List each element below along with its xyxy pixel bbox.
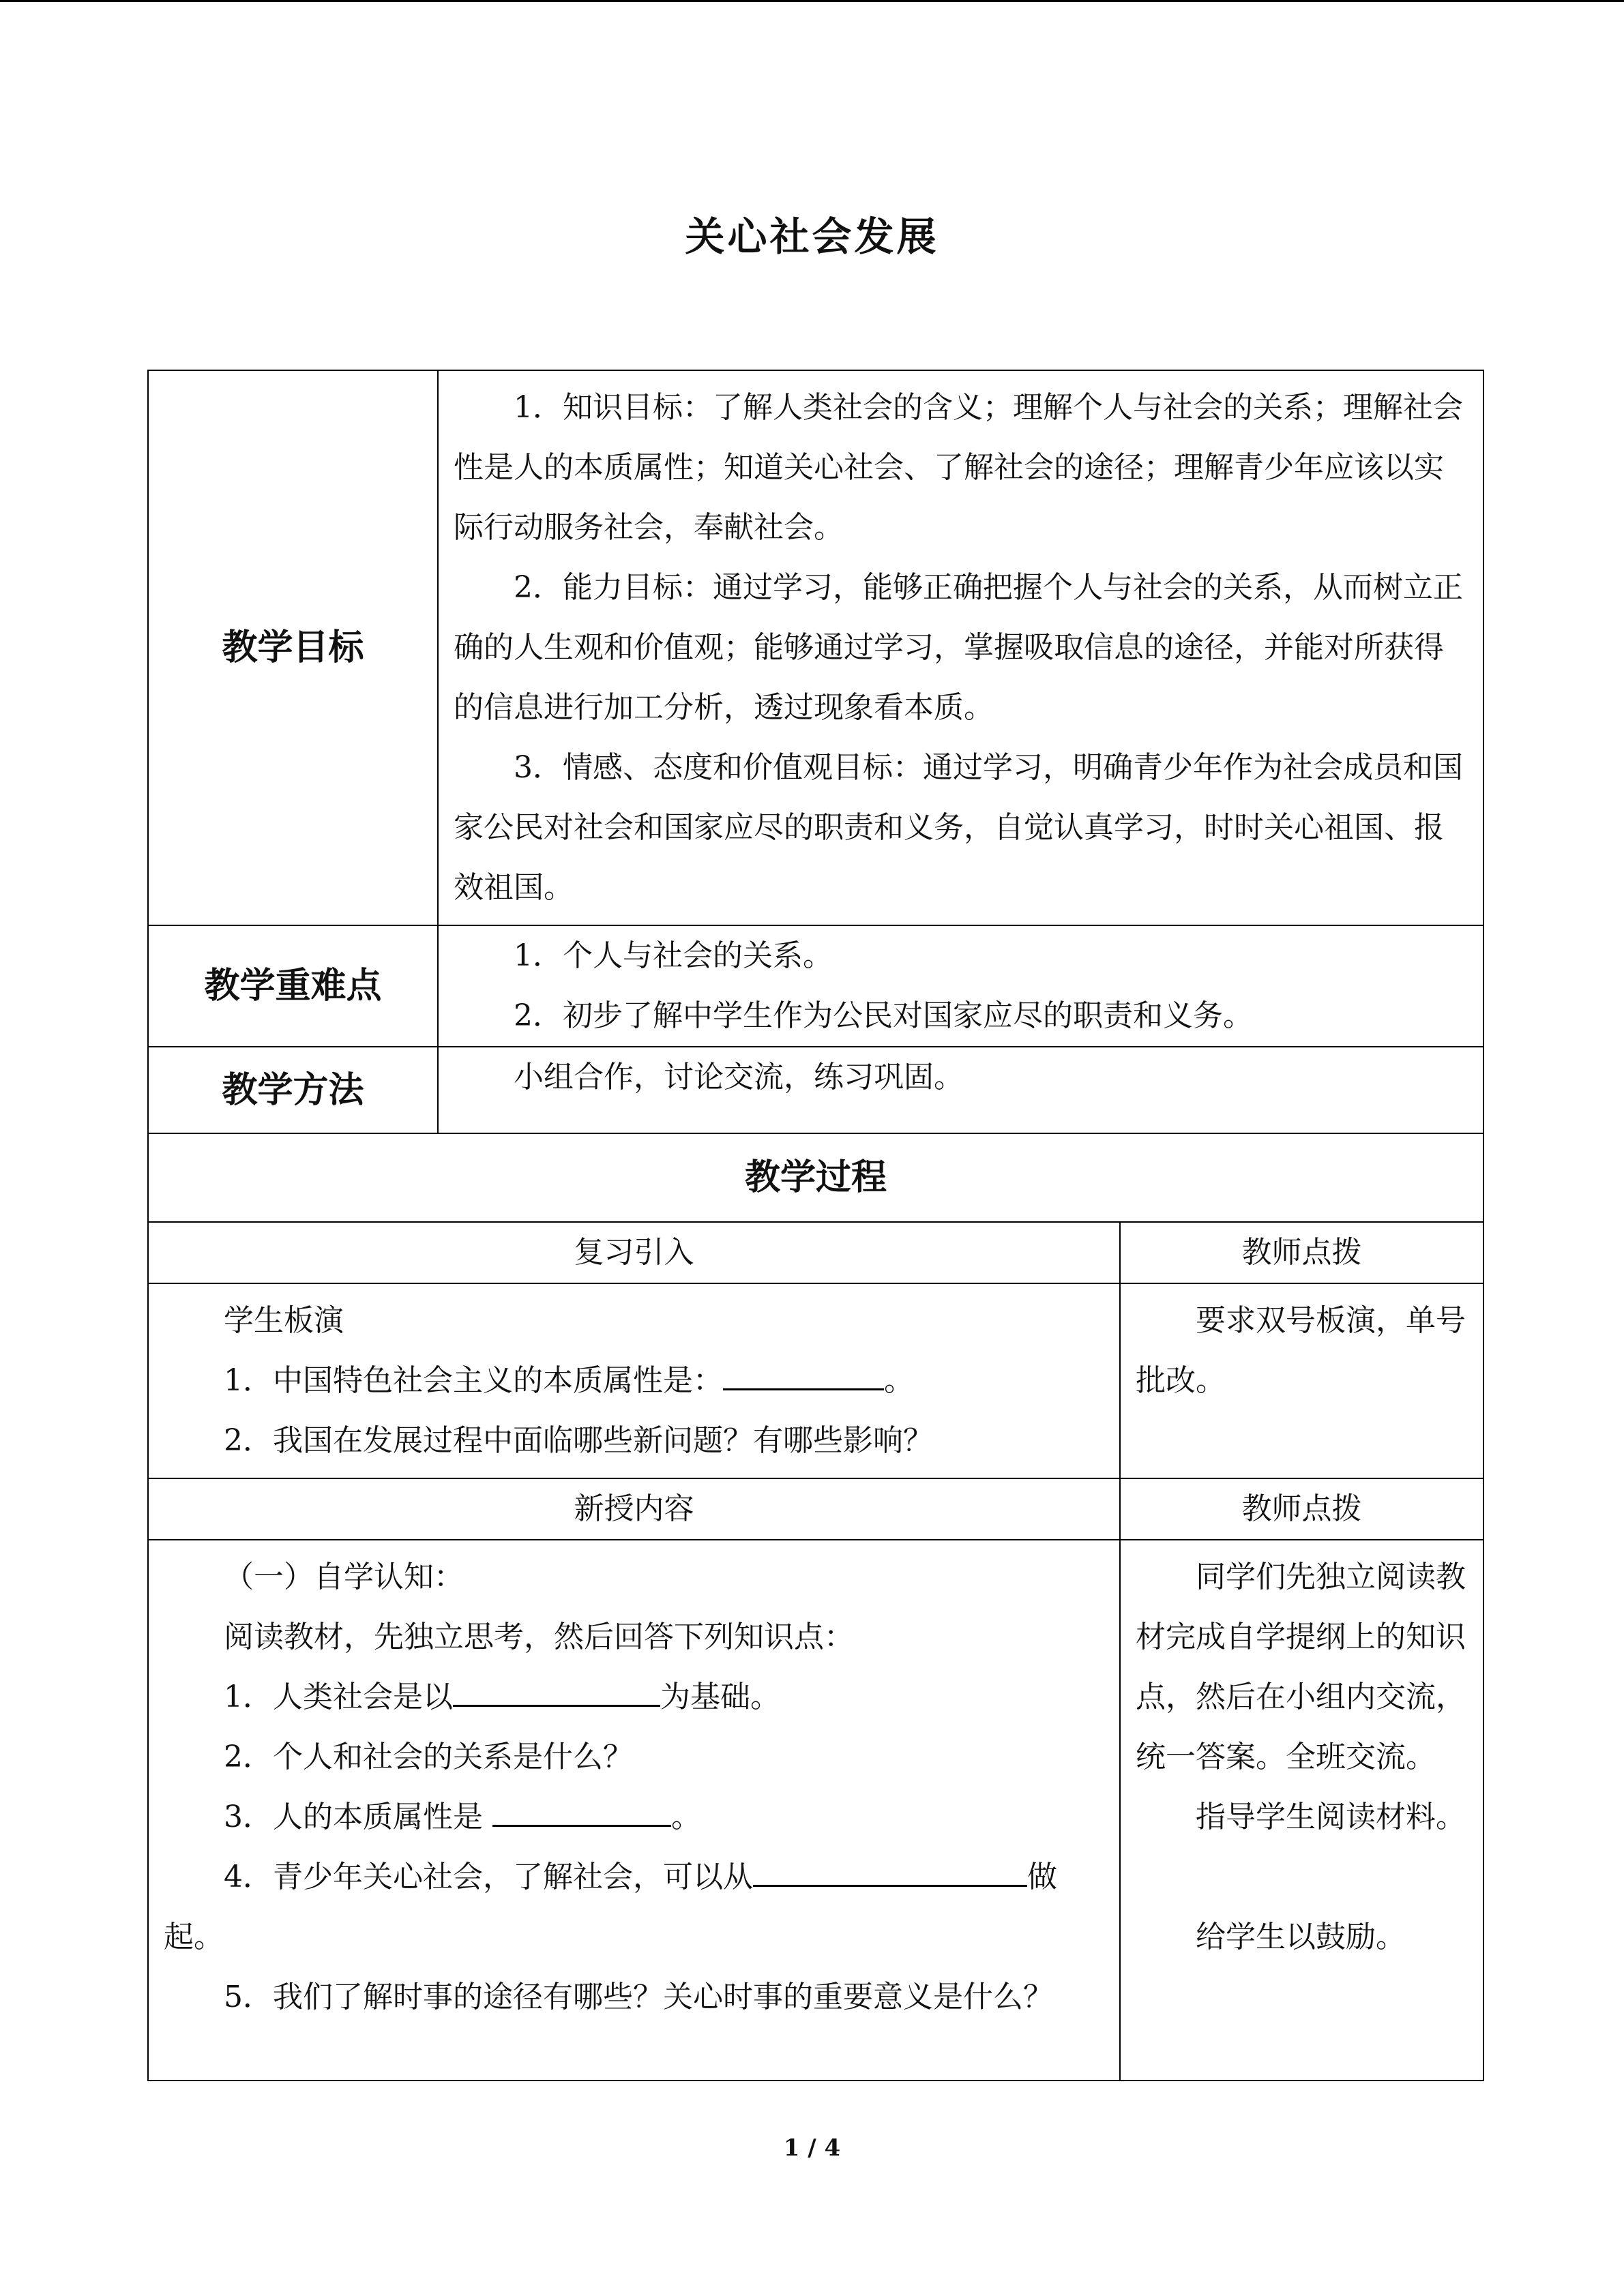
review-question-1: 1．中国特色社会主义的本质属性是： 。 [224, 1363, 914, 1398]
new-content-teacher-notes [1120, 1540, 1483, 2081]
self-study-heading: （一）自学认知： [224, 1560, 464, 1594]
objective-knowledge: 1．知识目标：了解人类社会的含义；理解个人与社会的关系；理解社会性是人的本质属性；知道关心社会、了解社会的途径；理解青少年应该以实际行动服务社会，奉献社会。 [454, 390, 1463, 545]
new-content-header-row [148, 1478, 1483, 1540]
review-teacher-note: 要求双号板演，单号批改。 [1120, 1283, 1483, 1478]
methods-text: 小组合作，讨论交流，练习巩固。 [514, 1060, 964, 1094]
review-line: 学生板演 [224, 1303, 344, 1338]
key-point-item: 2．初步了解中学生作为公民对国家应尽的职责和义务。 [514, 998, 1253, 1033]
new-content-body [148, 1540, 1120, 2081]
reading-instruction: 阅读教材，先独立思考，然后回答下列知识点： [224, 1620, 854, 1654]
new-content-teacher-header: 教师点拨 [1120, 1478, 1483, 1540]
question-5: 5．我们了解时事的途径有哪些？关心时事的重要意义是什么？ [224, 1980, 1053, 2014]
objective-values: 3．情感、态度和价值观目标：通过学习，明确青少年作为社会成员和国家公民对社会和国家应尽的职责和义务，自觉认真学习，时时关心祖国、报效祖国。 [454, 750, 1463, 905]
question-1: 1．人类社会是以 为基础。 [224, 1680, 780, 1714]
key-point-item: 1．个人与社会的关系。 [514, 938, 833, 973]
answer-blank [723, 1388, 884, 1390]
process-heading: 教学过程 [148, 1133, 1483, 1222]
answer-blank [753, 1885, 1027, 1887]
objectives-row [148, 370, 1483, 925]
lesson-plan-table [147, 370, 1484, 2081]
review-content [148, 1283, 1120, 1478]
key-points-content [438, 925, 1483, 1047]
process-heading-row [148, 1133, 1483, 1222]
objective-ability: 2．能力目标：通过学习，能够正确把握个人与社会的关系，从而树立正确的人生观和价值观；能够通过学习，掌握吸取信息的途径，并能对所获得的信息进行加工分析，透过现象看本质。 [454, 570, 1463, 725]
question-3: 3．人的本质属性是 。 [224, 1800, 701, 1834]
review-header-row [148, 1222, 1483, 1283]
review-teacher-header: 教师点拨 [1120, 1222, 1483, 1283]
review-header: 复习引入 [148, 1222, 1120, 1283]
key-points-row [148, 925, 1483, 1047]
methods-label: 教学方法 [148, 1047, 438, 1133]
methods-content [438, 1047, 1483, 1133]
review-question-2: 2．我国在发展过程中面临哪些新问题？有哪些影响？ [224, 1423, 933, 1458]
teacher-note: 同学们先独立阅读教材完成自学提纲上的知识点，然后在小组内交流，统一答案。全班交流。 [1136, 1560, 1466, 1774]
answer-blank [492, 1825, 671, 1827]
page-top-border [0, 0, 1624, 2]
page-number: 1 / 4 [783, 2134, 841, 2162]
objectives-content [438, 370, 1483, 925]
answer-blank [453, 1705, 660, 1707]
new-content-row [148, 1540, 1483, 2081]
teacher-note: 给学生以鼓励。 [1196, 1920, 1406, 1954]
new-content-header: 新授内容 [148, 1478, 1120, 1540]
key-points-label: 教学重难点 [148, 925, 438, 1047]
methods-row [148, 1047, 1483, 1133]
objectives-label: 教学目标 [148, 370, 438, 925]
document-title: 关心社会发展 [685, 213, 939, 260]
question-4: 4．青少年关心社会，了解社会，可以从 做起。 [164, 1860, 1057, 1954]
question-2: 2．个人和社会的关系是什么？ [224, 1740, 633, 1774]
review-content-row [148, 1283, 1483, 1478]
teacher-note: 指导学生阅读材料。 [1196, 1800, 1466, 1834]
